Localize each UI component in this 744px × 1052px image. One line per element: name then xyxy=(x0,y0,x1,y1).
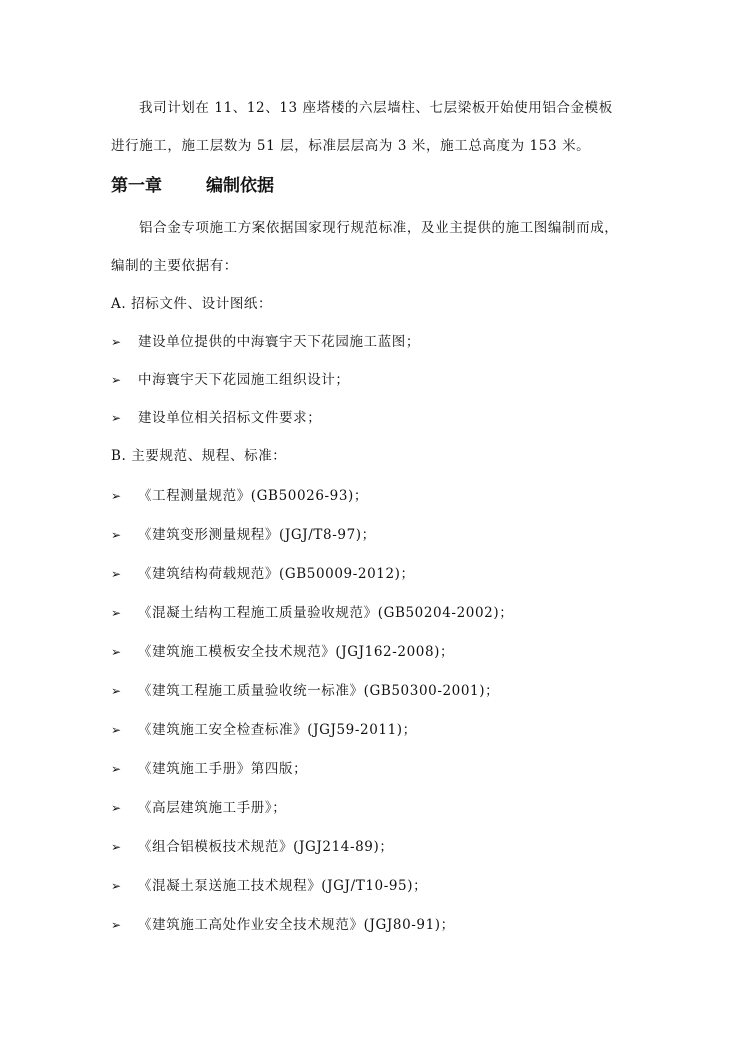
bullet-arrow-icon: ➢ xyxy=(111,918,122,932)
bullet-arrow-icon: ➢ xyxy=(111,723,122,737)
list-item: ➢ 《工程测量规范》(GB50026-93)； xyxy=(111,488,369,504)
bullet-arrow-icon: ➢ xyxy=(111,645,122,659)
bullet-arrow-icon: ➢ xyxy=(111,879,122,893)
bullet-arrow-icon: ➢ xyxy=(111,684,122,698)
bullet-arrow-icon: ➢ xyxy=(111,373,122,387)
chapter-heading xyxy=(111,174,274,198)
list-item: ➢ 《建筑结构荷载规范》(GB50009-2012)； xyxy=(111,566,415,582)
bullet-arrow-icon: ➢ xyxy=(111,567,122,581)
bullet-arrow-icon: ➢ xyxy=(111,801,122,815)
intro-line-2: 进行施工，施工层数为 51 层，标准层层高为 3 米，施工总高度为 153 米。 xyxy=(111,138,591,154)
bullet-arrow-icon: ➢ xyxy=(111,840,122,854)
section-b-label: B. 主要规范、规程、标准： xyxy=(111,448,287,464)
bullet-arrow-icon: ➢ xyxy=(111,411,122,425)
list-item: ➢ 《建筑施工模板安全技术规范》(JGJ162-2008)； xyxy=(111,644,455,660)
list-item: ➢ 《建筑施工手册》第四版； xyxy=(111,761,308,777)
list-item: ➢ 《建筑施工安全检查标准》(JGJ59-2011)； xyxy=(111,722,417,738)
intro-line-1: 我司计划在 11、12、13 座塔楼的六层墙柱、七层梁板开始使用铝合金模板 xyxy=(139,100,613,116)
bullet-arrow-icon: ➢ xyxy=(111,528,122,542)
list-item: ➢ 《建筑工程施工质量验收统一标准》(GB50300-2001)； xyxy=(111,683,500,699)
bullet-arrow-icon: ➢ xyxy=(111,762,122,776)
list-item: ➢ 《组合铝模板技术规范》(JGJ214-89)； xyxy=(111,839,394,855)
list-item: ➢ 《建筑施工高处作业安全技术规范》(JGJ80-91)； xyxy=(111,917,455,933)
basis-intro-line-1: 铝合金专项施工方案依据国家现行规范标准，及业主提供的施工图编制而成， xyxy=(139,220,619,236)
bullet-arrow-icon: ➢ xyxy=(111,335,122,349)
bullet-arrow-icon: ➢ xyxy=(111,489,122,503)
list-item: ➢ 《建筑变形测量规程》(JGJ/T8-97)； xyxy=(111,527,376,543)
chapter-number: 第一章 xyxy=(111,176,162,196)
list-item: ➢ 《混凝土泵送施工技术规程》(JGJ/T10-95)； xyxy=(111,878,428,894)
basis-intro-line-2: 编制的主要依据有： xyxy=(111,258,238,274)
section-a-label: A. 招标文件、设计图纸： xyxy=(111,296,273,312)
list-item: ➢ 《混凝土结构工程施工质量验收规范》(GB50204-2002)； xyxy=(111,605,514,621)
chapter-title: 编制依据 xyxy=(206,176,274,196)
list-item: ➢ 建设单位提供的中海寰宇天下花园施工蓝图； xyxy=(111,334,420,350)
bullet-arrow-icon: ➢ xyxy=(111,606,122,620)
list-item: ➢ 《高层建筑施工手册》； xyxy=(111,800,287,816)
list-item: ➢ 建设单位相关招标文件要求； xyxy=(111,410,322,426)
list-item: ➢ 中海寰宇天下花园施工组织设计； xyxy=(111,372,350,388)
